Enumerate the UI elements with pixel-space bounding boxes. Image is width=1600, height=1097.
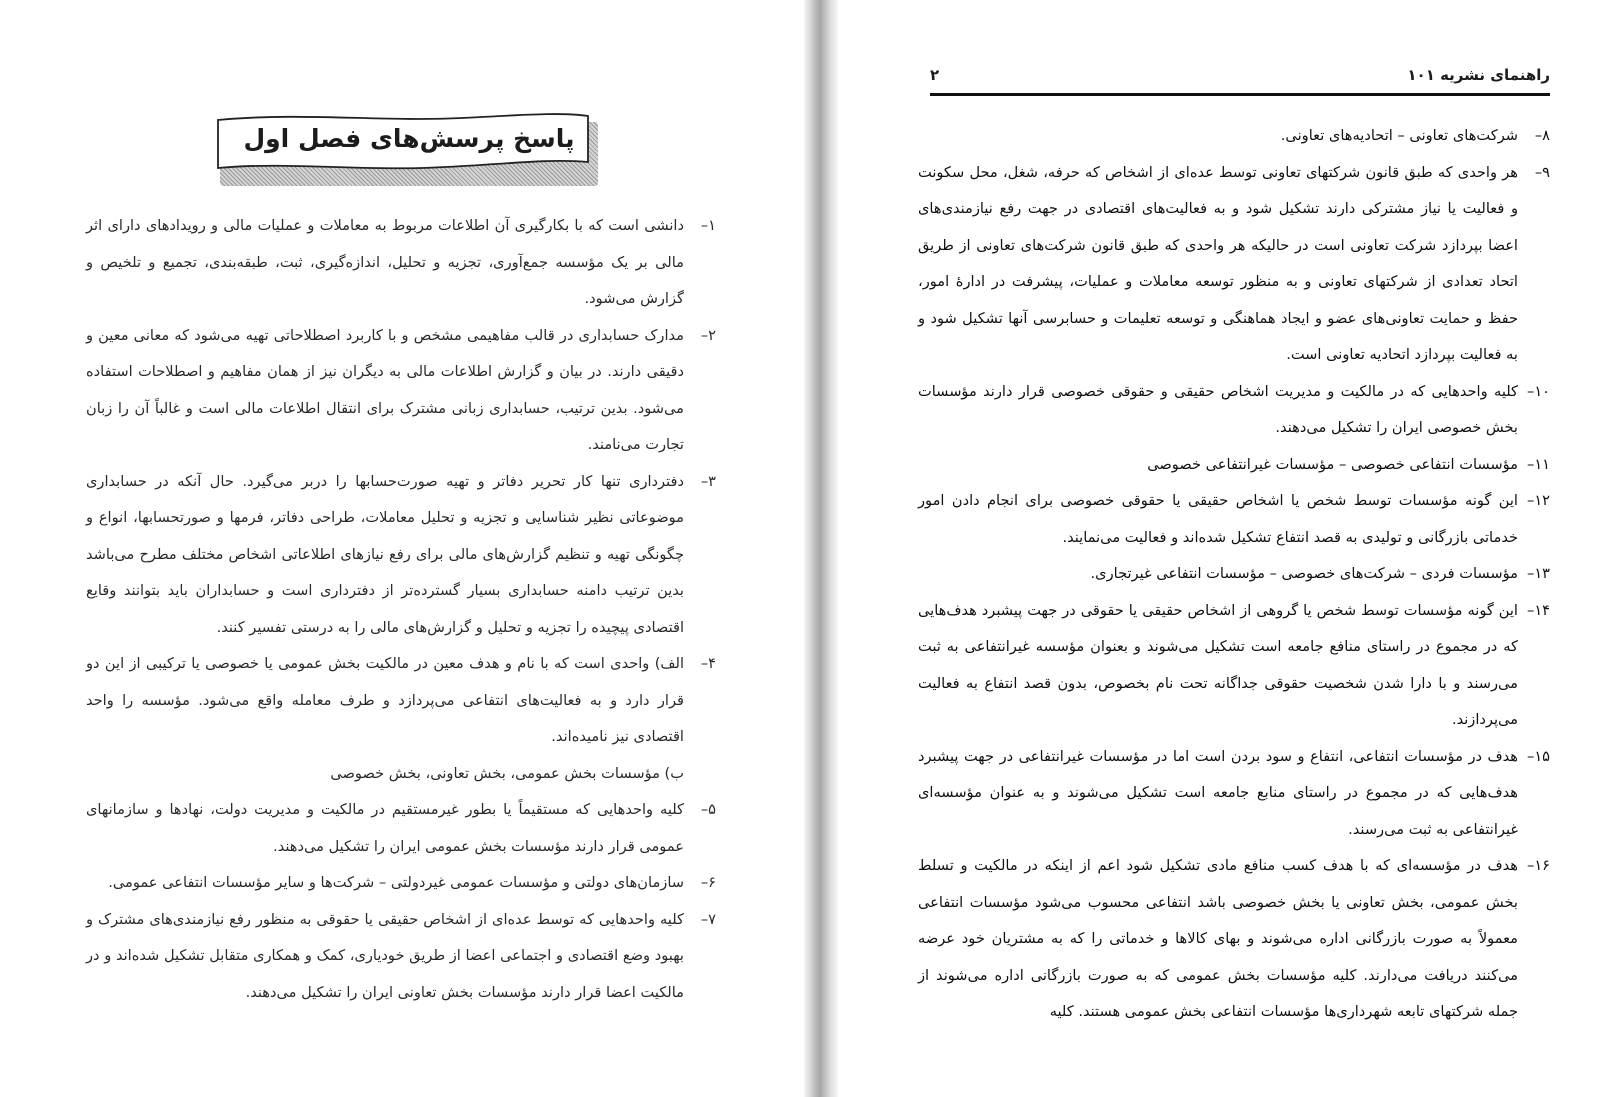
- answer-number: ۱–: [700, 217, 716, 234]
- book-gutter: [804, 0, 838, 1097]
- answer-text: دفترداری تنها کار تحریر دفاتر و تهیه صورت‌حسابها را دربر می‌گیرد. حال آنکه در حسابداری موضوعاتی نظیر شناسایی و تجزیه و تحلیل معاملات، طراحی دفاتر، فرمها و صورتحسابها، انواع و چگونگی تهیه و تنظیم گزارش‌های مالی برای رفع نیازهای اطلاعاتی اشخاص مختلف مطرح می‌باشد بدین ترتیب دامنه حسابداری بسیار گسترده‌تر از دفترداری است و حسابداران باید بتوانند وقایع اقتصادی پیچیده را تجزیه و تحلیل و گزارش‌های مالی را به درستی تفسیر کنند.: [86, 472, 684, 636]
- answer-text: کلیه واحدهایی که توسط عده‌ای از اشخاص حقیقی یا حقوقی به منظور رفع نیازمندی‌های مشترک و بهبود وضع اقتصادی و اجتماعی اعضا از طریق خودیاری، کمک و همکاری متقابل تشکیل شده‌اند و در مالکیت اعضا قرار دارند مؤسسات بخش تعاونی ایران را تشکیل می‌دهند.: [86, 910, 684, 1001]
- answer-text: الف) واحدی است که با نام و هدف معین در مالکیت بخش عمومی یا خصوصی یا ترکیبی از این دو قرار دارد و به فعالیت‌های انتفاعی می‌پردازد و طرف معامله واقع می‌شود. مؤسسه را واحد اقتصادی نیز نامیده‌اند.: [86, 655, 684, 745]
- answer-text: شرکت‌های تعاونی – اتحادیه‌های تعاونی.: [1280, 127, 1518, 144]
- answer-text: کلیه واحدهایی که مستقیماً یا بطور غیرمستقیم در مالکیت و مدیریت دولت، نهادها و سازمانهای عمومی قرار دارند مؤسسات بخش عمومی ایران را تشکیل می‌دهند.: [86, 801, 684, 855]
- answer-number: ۵–: [700, 801, 716, 818]
- page-number: ۲: [930, 66, 940, 84]
- answer-number: ۲–: [700, 326, 716, 344]
- answer-text: دانشی است که با بکارگیری آن اطلاعات مربوط به معاملات و عملیات مالی و رویدادهای دارای اثر مالی بر یک مؤسسه جمع‌آوری، تجزیه و تحلیل، اندازه‌گیری، ثبت، طبقه‌بندی، تجمیع و تلخیص و گزارش می‌شود.: [86, 217, 684, 307]
- answer-15: [918, 739, 1550, 849]
- answer-number: ۹–: [1534, 163, 1550, 181]
- answer-number: ۱۳–: [1527, 565, 1550, 582]
- answer-10: [918, 374, 1550, 447]
- answer-11: [918, 447, 1550, 484]
- answer-number: ۱۰–: [1527, 382, 1550, 400]
- answer-number: ۶–: [700, 874, 716, 891]
- answer-text: مؤسسات فردی – شرکت‌های خصوصی – مؤسسات انتفاعی غیرتجاری.: [1090, 565, 1518, 582]
- chapter-banner: [212, 110, 602, 188]
- answer-text: این گونه مؤسسات توسط شخص یا گروهی از اشخاص حقیقی یا حقوقی در جهت پیشبرد هدف‌هایی که در مجموع در راستای منافع جامعه است تشکیل می‌شوند و بعنوان مؤسسه غیرانتفاعی به ثبت می‌رسند و با دارا شدن شخصیت حقوقی جداگانه تحت نام بخصوص، بدون قصد انتفاع به فعالیت می‌پردازند.: [918, 601, 1518, 728]
- answer-number: ۳–: [700, 472, 716, 490]
- answer-text: مدارک حسابداری در قالب مفاهیمی مشخص و با کاربرد اصطلاحاتی تهیه می‌شود که معانی معین و دقیقی دارند. در بیان و گزارش اطلاعات مالی به دیگران نیز از همان مفاهیم و اصطلاحات استفاده می‌شود. بدین ترتیب، حسابداری زبانی مشترک برای انتقال اطلاعات مالی است و غالباً آن را زبان تجارت می‌نامند.: [86, 326, 684, 453]
- answer-number: ۱۵–: [1527, 747, 1550, 765]
- answer-4: [86, 646, 716, 792]
- answer-text: مؤسسات انتفاعی خصوصی – مؤسسات غیرانتفاعی خصوصی: [1147, 455, 1518, 473]
- answer-number: ۷–: [700, 910, 716, 928]
- answer-14: [918, 593, 1550, 739]
- answer-number: ۴–: [700, 655, 716, 672]
- answer-number: ۱۲–: [1527, 492, 1550, 509]
- answer-number: ۱۱–: [1527, 455, 1550, 473]
- answer-1: [86, 208, 716, 318]
- answer-8: [918, 118, 1550, 155]
- answer-text: هدف در مؤسسه‌ای که با هدف کسب منافع مادی تشکیل شود اعم از اینکه در مالکیت و تسلط بخش عمومی، بخش تعاونی یا بخش خصوصی باشد انتفاعی محسوب می‌شود مؤسسات انتفاعی معمولاً به صورت بازرگانی اداره می‌شوند و بهای کالاها و خدماتی را که به مشتریان خود عرضه می‌کنند دریافت می‌دارند. کلیه مؤسسات بخش عمومی که به صورت بازرگانی اداره می‌شوند از جمله شرکتهای تابعه شهرداری‌ها مؤسسات انتفاعی بخش عمومی هستند. کلیه: [918, 857, 1518, 1020]
- answer-7: [86, 902, 716, 1012]
- chapter-title: پاسخ پرسش‌های فصل اول: [243, 124, 575, 153]
- answer-text: هدف در مؤسسات انتفاعی، انتفاع و سود بردن است اما در مؤسسات غیرانتفاعی در جهت پیشبرد هدف‌هایی که در مجموع در راستای منابع جامعه است تشکیل می‌شوند و به عنوان مؤسسه‌ای غیرانتفاعی به ثبت می‌رسند.: [918, 747, 1518, 838]
- right-answers: [918, 118, 1550, 1031]
- header-rule: [930, 93, 1550, 96]
- running-head-title: راهنمای نشریه ۱۰۱: [1407, 66, 1550, 84]
- answer-text: هر واحدی که طبق قانون شرکتهای تعاونی توسط عده‌ای از اشخاص که حرفه، شغل، محل سکونت و فعالیت یا نیاز مشترکی دارند تشکیل شود و به فعالیت‌های اقتصادی در جهت رفع نیازمندی‌های اعضا بپردازد شرکت تعاونی است در حالیکه هر واحدی که طبق قانون شرکت‌های تعاونی از طریق اتحاد تعدادی از شرکتهای تعاونی و به منظور توسعه معاملات و عملیات، پیشرفت در ادارهٔ امور، حفظ و حمایت تعاونی‌های عضو و ایجاد هماهنگی و توسعه تعلیمات و حسابرسی آنها تشکیل شود و به فعالیت بپردازد اتحادیه تعاونی است.: [918, 163, 1518, 363]
- answer-number: ۱۴–: [1527, 601, 1550, 619]
- answer-number: ۸–: [1534, 127, 1550, 144]
- left-answers: [86, 208, 716, 1011]
- answer-9: [918, 155, 1550, 374]
- answer-3: [86, 464, 716, 647]
- answer-text: سازمان‌های دولتی و مؤسسات عمومی غیردولتی – شرکت‌ها و سایر مؤسسات انتفاعی عمومی.: [108, 874, 684, 891]
- answer-text: کلیه واحدهایی که در مالکیت و مدیریت اشخاص حقیقی و حقوقی خصوصی قرار دارند مؤسسات بخش خصوصی ایران را تشکیل می‌دهند.: [918, 382, 1518, 436]
- answer-5: [86, 792, 716, 865]
- answer-6: [86, 865, 716, 902]
- answer-16: [918, 848, 1550, 1031]
- running-head: [930, 62, 1550, 92]
- answer-subpart: ب) مؤسسات بخش عمومی، بخش تعاونی، بخش خصوصی: [330, 764, 684, 782]
- answer-2: [86, 318, 716, 464]
- answer-text: این گونه مؤسسات توسط شخص یا اشخاص حقیقی یا حقوقی خصوصی برای انجام دادن امور خدماتی بازرگانی و تولیدی به قصد انتفاع تشکیل شده‌اند و فعالیت می‌نمایند.: [918, 492, 1518, 546]
- answer-number: ۱۶–: [1527, 857, 1550, 874]
- answer-13: [918, 556, 1550, 593]
- answer-12: [918, 483, 1550, 556]
